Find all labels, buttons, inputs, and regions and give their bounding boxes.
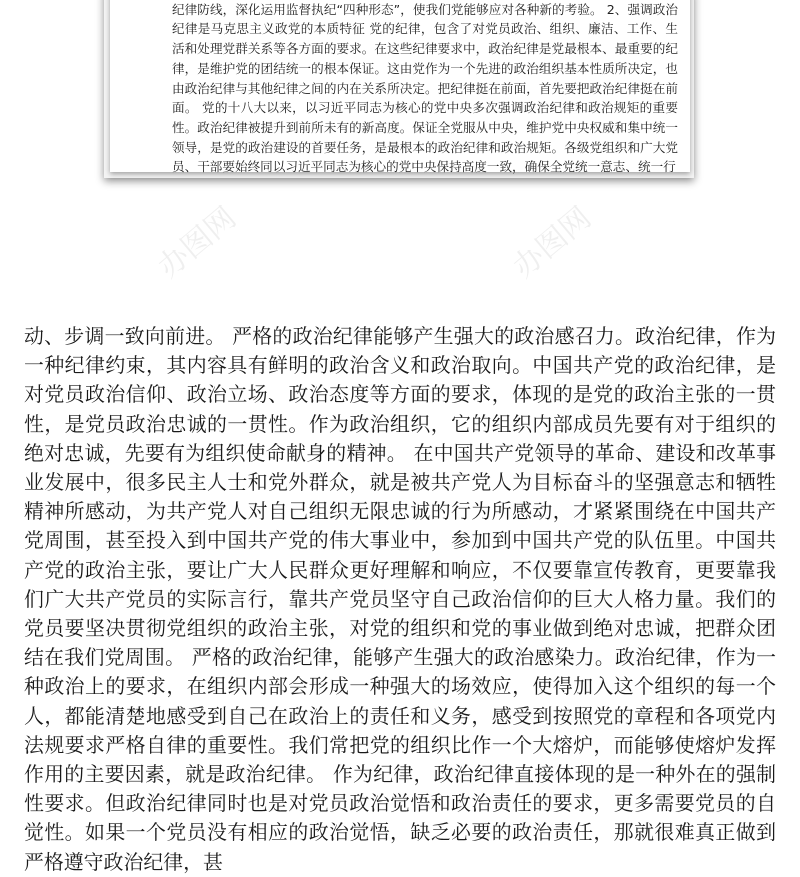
document-page-preview — [110, 0, 690, 175]
article-paragraph: 动、步调一致向前进。 严格的政治纪律能够产生强大的政治感召力。政治纪律，作为一种纪律约束，其内容具有鲜明的政治含义和政治取向。中国共产党的政治纪律，是对党员政治信仰、政治立场、政治态度等方面的要求，体现的是党的政治主张的一贯性，是党员政治忠诚的一贯性。作为政治组织，它的组织内部成员先要有对于组织的绝对忠诚，先要有为组织使命献身的精神。 在中国共产党领导的革命、建设和改革事业发展中，很多民主人士和党外群众，就是被共产党人为目标奋斗的坚强意志和牺牲精神所感动，为共产党人对自己组织无限忠诚的行为所感动，才紧紧围绕在中国共产党周围，甚至投入到中国共产党的伟大事业中，参加到中国共产党的队伍里。中国共产党的政治主张，要让广大人民群众更好理解和响应，不仅要靠宣传教育，更要靠我们广大共产党员的实际言行，靠共产党员坚守自己政治信仰的巨大人格力量。我们的党员要坚决贯彻党组织的政治主张，对党的组织和党的事业做到绝对忠诚，把群众团结在我们党周围。 严格的政治纪律，能够产生强大的政治感染力。政治纪律，作为一种政治上的要求，在组织内部会形成一种强大的场效应，使得加入这个组织的每一个人，都能清楚地感受到自己在政治上的责任和义务，感受到按照党的章程和各项党内法规要求严格自律的重要性。我们常把党的组织比作一个大熔炉，而能够使熔炉发挥作用的主要因素，就是政治纪律。 作为纪律，政治纪律直接体现的是一种外在的强制性要求。但政治纪律同时也是对党员政治觉悟和政治责任的要求，更多需要党员的自觉性。如果一个党员没有相应的政治觉悟，缺乏必要的政治责任，那就很难真正做到严格遵守政治纪律，甚 — [24, 325, 776, 874]
preview-paragraph: 纪律防线，深化运用监督执纪“四种形态”，使我们党能够应对各种新的考验。 2、强调政治纪律是马克思主义政党的本质特征 党的纪律，包含了对党员政治、组织、廉洁、工作、生活和处理党群关系等各方面的要求。在这些纪律要求中，政治纪律是党最根本、最重要的纪律，是维护党的团结统一的根本保证。这由党作为一个先进的政治组织基本性质所决定，也由政治纪律与其他纪律之间的内在关系所决定。把纪律挺在前面，首先要把政治纪律挺在前面。 党的十八大以来，以习近平同志为核心的党中央多次强调政治纪律和政治规矩的重要性。政治纪律被提升到前所未有的新高度。保证全党服从中央，维护党中央权威和集中统一领导，是党的政治建设的首要任务，是最根本的政治纪律和政治规矩。各级党组织和广大党员、干部要始终同以习近平同志为核心的党中央保持高度一致，确保全党统一意志、统一行 — [172, 1, 678, 175]
watermark-left: 办图网 — [151, 200, 243, 286]
watermark-right: 办图网 — [506, 200, 598, 286]
main-article — [24, 322, 776, 874]
